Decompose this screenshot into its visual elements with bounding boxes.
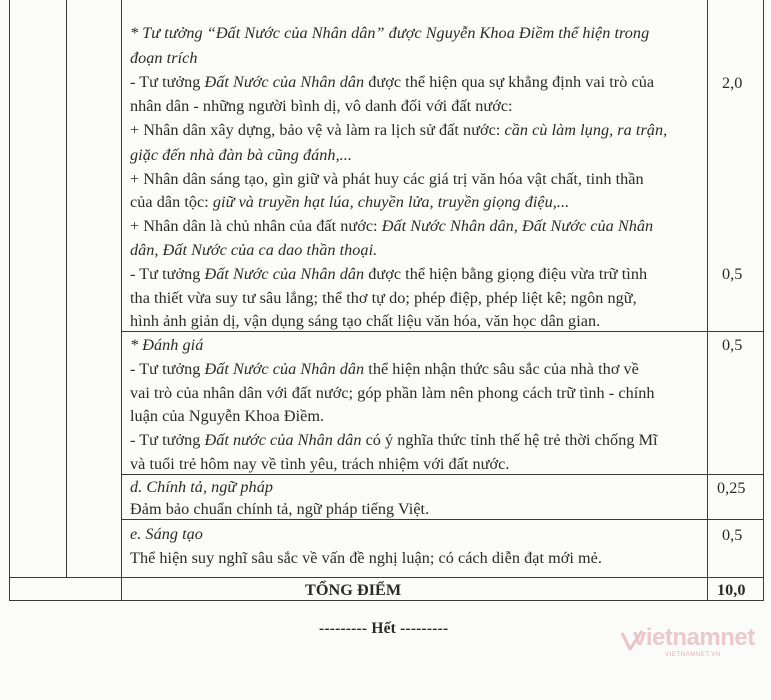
total-score: 10,0: [717, 581, 746, 599]
row-divider-3: [121, 519, 764, 520]
eval-line-1-b: Đất Nước của Nhân dân: [204, 360, 365, 378]
thought-line-11: hình ảnh giản dị, vận dụng sáng tạo chất liệu văn hóa, văn học dân gian.: [130, 312, 601, 330]
eval-heading: * Đánh giá: [130, 336, 204, 354]
eval-line-1-a: - Tư tưởng: [130, 360, 205, 378]
thought-line-2: nhân dân - những người bình dị, vô danh đối với đất nước:: [130, 97, 513, 115]
thought-heading: * Tư tưởng “Đất Nước của Nhân dân” được Nguyễn Khoa Điềm thể hiện trong: [130, 24, 650, 42]
eval-line-1-c: thể hiện nhận thức sâu sắc của nhà thơ về: [364, 360, 639, 378]
eval-line-2: vai trò của nhân dân với đất nước; góp phần làm nên phong cách trữ tình - chính: [130, 384, 655, 402]
row-divider-4: [9, 577, 764, 578]
thought-line-4: giặc đến nhà đàn bà cũng đánh,...: [130, 146, 352, 164]
table-col-divider-3: [707, 0, 708, 601]
thought-line-7-a: + Nhân dân là chủ nhân của đất nước:: [130, 217, 382, 235]
table-col-divider-2: [121, 0, 122, 601]
thought-line-9: [130, 264, 647, 284]
watermark-brand: vietnamnet: [633, 624, 755, 651]
thought-heading-cont: đoạn trích: [130, 49, 198, 67]
table-col-divider-1: [66, 0, 67, 578]
thought-line-8: dân, Đất Nước của ca dao thần thoại.: [130, 241, 378, 259]
eval-line-1: [130, 359, 639, 379]
table-left-border: [9, 0, 10, 601]
thought-line-6: [130, 192, 569, 212]
eval-line-4-b: Đất nước của Nhân dân: [204, 431, 362, 449]
thought-line-3-b: cần cù làm lụng, ra trận,: [504, 121, 668, 139]
thought-line-3: [130, 120, 667, 140]
row-divider-2: [121, 474, 764, 475]
row-divider-1: [121, 331, 764, 332]
thought-line-7: [130, 216, 653, 236]
thought-line-9-b: Đất Nước của Nhân dân: [204, 265, 365, 283]
table-bottom-border: [9, 600, 764, 601]
spelling-text: Đảm bảo chuẩn chính tả, ngữ pháp tiếng Việt.: [130, 500, 430, 518]
end-marker: --------- Hết ---------: [319, 620, 449, 637]
thought-line-1-c: được thể hiện qua sự khẳng định vai trò của: [364, 73, 655, 91]
thought-line-9-c: được thể hiện bằng giọng điệu vừa trữ tình: [364, 265, 648, 283]
thought-line-1: [130, 72, 654, 92]
thought-line-3-a: + Nhân dân xây dựng, bảo vệ và làm ra lịch sử đất nước:: [130, 121, 505, 139]
thought-line-1-b: Đất Nước của Nhân dân: [204, 73, 365, 91]
creative-text: Thể hiện suy nghĩ sâu sắc về vấn đề nghị luận; có cách diễn đạt mới mẻ.: [130, 549, 602, 567]
creative-score: 0,5: [722, 526, 743, 544]
eval-line-4: [130, 430, 658, 450]
thought-line-5: + Nhân dân sáng tạo, gìn giữ và phát huy các giá trị văn hóa vật chất, tinh thần: [130, 170, 644, 188]
eval-line-4-c: có ý nghĩa thức tỉnh thế hệ trẻ thời chống Mĩ: [361, 431, 658, 449]
eval-line-5: và tuổi trẻ hôm nay về tình yêu, trách nhiệm với đất nước.: [130, 455, 510, 473]
thought-line-1-a: - Tư tưởng: [130, 73, 205, 91]
eval-line-4-a: - Tư tưởng: [130, 431, 205, 449]
watermark-domain: VIETNAMNET.VN: [665, 652, 721, 658]
spelling-score: 0,25: [717, 479, 746, 497]
thought-score-1: 2,0: [722, 74, 743, 92]
thought-line-10: tha thiết vừa suy tư sâu lắng; thể thơ tự do; phép điệp, phép liệt kê; ngôn ngữ,: [130, 289, 637, 307]
thought-line-9-a: - Tư tưởng: [130, 265, 205, 283]
total-label: TỔNG ĐIỂM: [305, 581, 402, 599]
thought-line-6-a: của dân tộc:: [130, 193, 213, 211]
thought-score-2: 0,5: [722, 265, 743, 283]
thought-line-6-b: giữ và truyền hạt lúa, chuyền lửa, truyền giọng điệu,...: [212, 193, 570, 211]
thought-line-7-b: Đất Nước Nhân dân, Đất Nước của Nhân: [381, 217, 654, 235]
creative-heading: e. Sáng tạo: [130, 525, 203, 543]
eval-line-3: luận của Nguyễn Khoa Điềm.: [130, 407, 325, 425]
spelling-heading: d. Chính tả, ngữ pháp: [130, 478, 273, 496]
eval-score: 0,5: [722, 336, 743, 354]
table-right-border: [763, 0, 764, 601]
